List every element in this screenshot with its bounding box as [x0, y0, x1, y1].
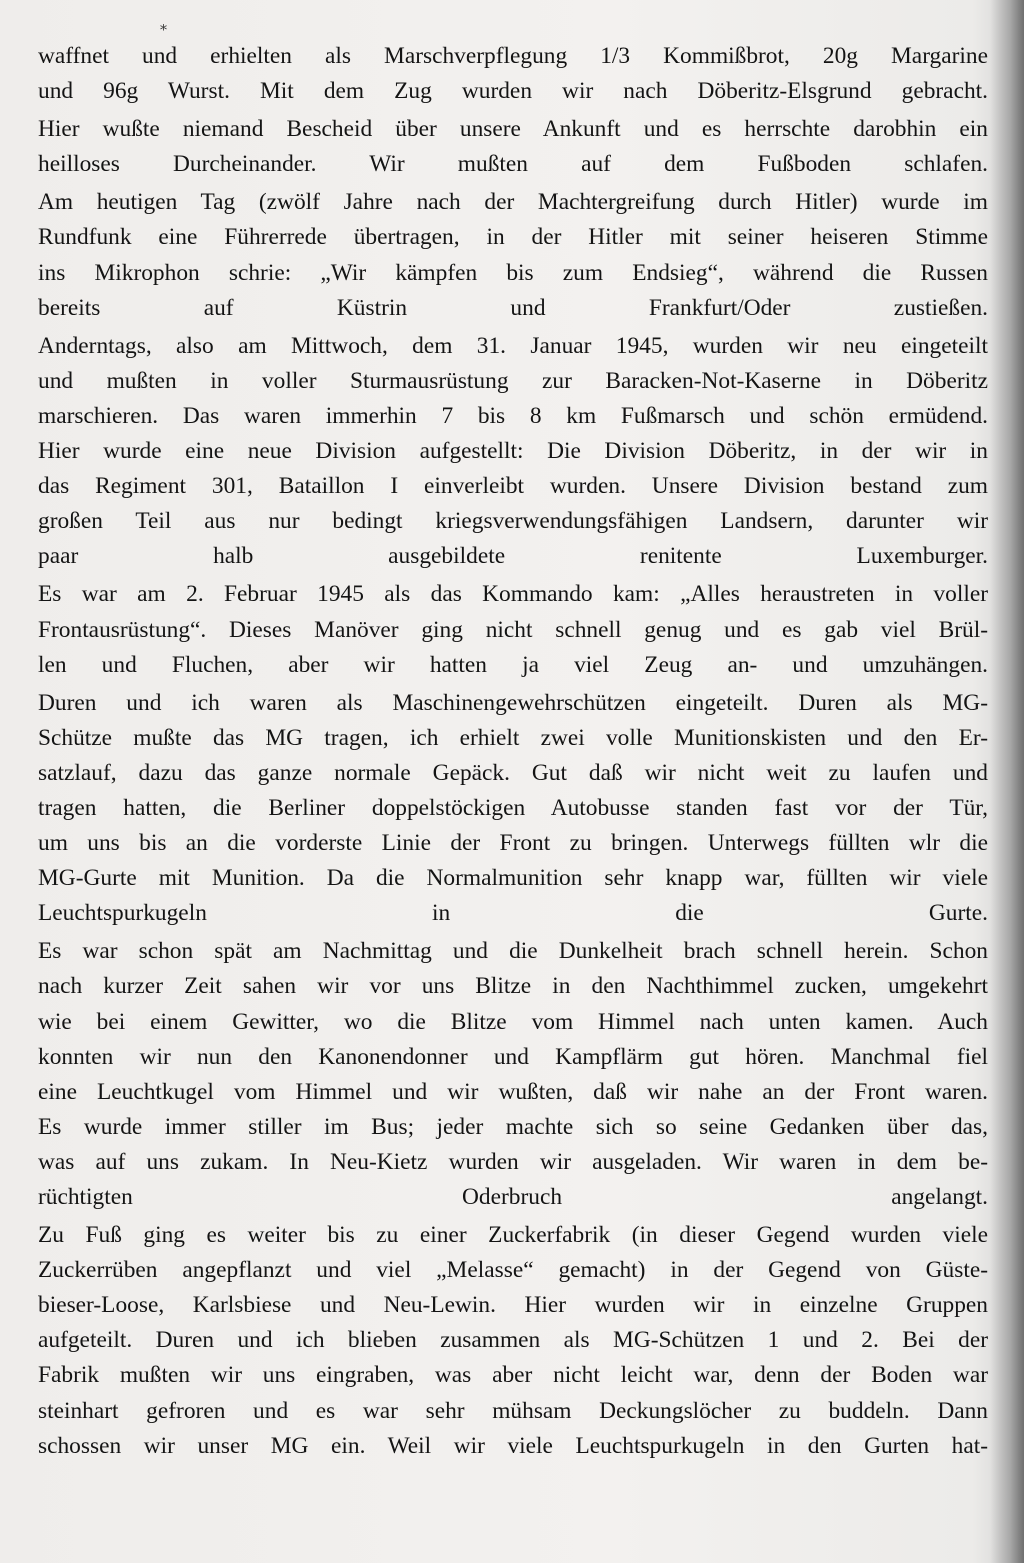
text-line: Hier wurde eine neue Division aufgestellt: Die Division Döberitz, in der wir in: [38, 438, 988, 465]
text-line: bieser-Loose, Karlsbiese und Neu-Lewin. Hier wurden wir in einzelne Gruppen: [38, 1292, 988, 1319]
text-line: Frontausrüstung“. Dieses Manöver ging nicht schnell genug und es gab viel Brül-: [38, 616, 988, 643]
paragraph-p2: [38, 112, 988, 182]
paragraph-p5: [38, 577, 988, 682]
text-line: Anderntags, also am Mittwoch, dem 31. Januar 1945, wurden wir neu eingeteilt: [38, 332, 988, 359]
text-line: aufgeteilt. Duren und ich blieben zusammen als MG-Schützen 1 und 2. Bei der: [38, 1327, 988, 1354]
text-line: satzlauf, dazu das ganze normale Gepäck. Gut daß wir nicht weit zu laufen und: [38, 759, 988, 786]
text-line: heilloses Durcheinander. Wir mußten auf dem Fußboden schlafen.: [38, 151, 988, 178]
text-line: um uns bis an die vorderste Linie der Front zu bringen. Unterwegs füllten wlr die: [38, 830, 988, 857]
paragraph-p4: [38, 329, 988, 575]
text-line: wie bei einem Gewitter, wo die Blitze vom Himmel nach unten kamen. Auch: [38, 1008, 988, 1035]
text-line: und 96g Wurst. Mit dem Zug wurden wir nach Döberitz-Elsgrund gebracht.: [38, 78, 988, 105]
text-line: bereits auf Küstrin und Frankfurt/Oder zustießen.: [38, 294, 988, 321]
text-line: tragen hatten, die Berliner doppelstöckigen Autobusse standen fast vor der Tür,: [38, 794, 988, 821]
text-line: eine Leuchtkugel vom Himmel und wir wußten, daß wir nahe an der Front waren.: [38, 1078, 988, 1105]
text-line: Leuchtspurkugeln in die Gurte.: [38, 900, 988, 927]
text-line: Zu Fuß ging es weiter bis zu einer Zuckerfabrik (in dieser Gegend wurden viele: [38, 1222, 988, 1249]
text-line: steinhart gefroren und es war sehr mühsam Deckungslöcher zu buddeln. Dann: [38, 1397, 988, 1424]
text-line: Duren und ich waren als Maschinengewehrschützen eingeteilt. Duren als MG-: [38, 689, 988, 716]
text-line: Am heutigen Tag (zwölf Jahre nach der Machtergreifung durch Hitler) wurde im: [38, 189, 988, 216]
text-line: len und Fluchen, aber wir hatten ja viel Zeug an- und umzuhängen.: [38, 651, 988, 678]
text-line: großen Teil aus nur bedingt kriegsverwendungsfähigen Landsern, darunter wir: [38, 508, 988, 535]
text-line: ins Mikrophon schrie: „Wir kämpfen bis zum Endsieg“, während die Russen: [38, 259, 988, 286]
ink-speck-decoration: ⁎: [160, 18, 167, 34]
document-body: [38, 39, 988, 1464]
paragraph-p6: [38, 686, 988, 932]
text-line: was auf uns zukam. In Neu-Kietz wurden wir ausgeladen. Wir waren in dem be-: [38, 1148, 988, 1175]
text-line: paar halb ausgebildete renitente Luxemburger.: [38, 543, 988, 570]
text-line: nach kurzer Zeit sahen wir vor uns Blitze in den Nachthimmel zucken, umgekehrt: [38, 973, 988, 1000]
paragraph-p1: [38, 39, 988, 109]
paragraph-p3: [38, 185, 988, 325]
paragraph-p8: [38, 1218, 988, 1464]
text-line: rüchtigten Oderbruch angelangt.: [38, 1184, 988, 1210]
text-line: und mußten in voller Sturmausrüstung zur Baracken-Not-Kaserne in Döberitz: [38, 367, 988, 394]
paragraph-p7: [38, 934, 988, 1215]
text-line: konnten wir nun den Kanonendonner und Kampflärm gut hören. Manchmal fiel: [38, 1043, 988, 1070]
text-line: Fabrik mußten wir uns eingraben, was aber nicht leicht war, denn der Boden war: [38, 1362, 988, 1389]
text-line: Hier wußte niemand Bescheid über unsere Ankunft und es herrschte darobhin ein: [38, 116, 988, 143]
text-line: MG-Gurte mit Munition. Da die Normalmunition sehr knapp war, füllten wir viele: [38, 865, 988, 892]
text-line: Zuckerrüben angepflanzt und viel „Melasse“ gemacht) in der Gegend von Güste-: [38, 1257, 988, 1284]
text-line: Schütze mußte das MG tragen, ich erhielt zwei volle Munitionskisten und den Er-: [38, 724, 988, 751]
text-line: marschieren. Das waren immerhin 7 bis 8 km Fußmarsch und schön ermüdend.: [38, 402, 988, 429]
text-line: Es war am 2. Februar 1945 als das Kommando kam: „Alles heraustreten in voller: [38, 581, 988, 608]
text-line: waffnet und erhielten als Marschverpflegung 1/3 Kommißbrot, 20g Margarine: [38, 43, 988, 69]
text-line: Es war schon spät am Nachmittag und die Dunkelheit brach schnell herein. Schon: [38, 938, 988, 965]
binding-shadow: [990, 0, 1024, 1563]
text-line: Rundfunk eine Führerrede übertragen, in der Hitler mit seiner heiseren Stimme: [38, 224, 988, 251]
text-line: Es wurde immer stiller im Bus; jeder machte sich so seine Gedanken über das,: [38, 1113, 988, 1140]
text-line: schossen wir unser MG ein. Weil wir viele Leuchtspurkugeln in den Gurten hat-: [38, 1432, 988, 1459]
text-line: das Regiment 301, Bataillon I einverleibt wurden. Unsere Division bestand zum: [38, 473, 988, 500]
